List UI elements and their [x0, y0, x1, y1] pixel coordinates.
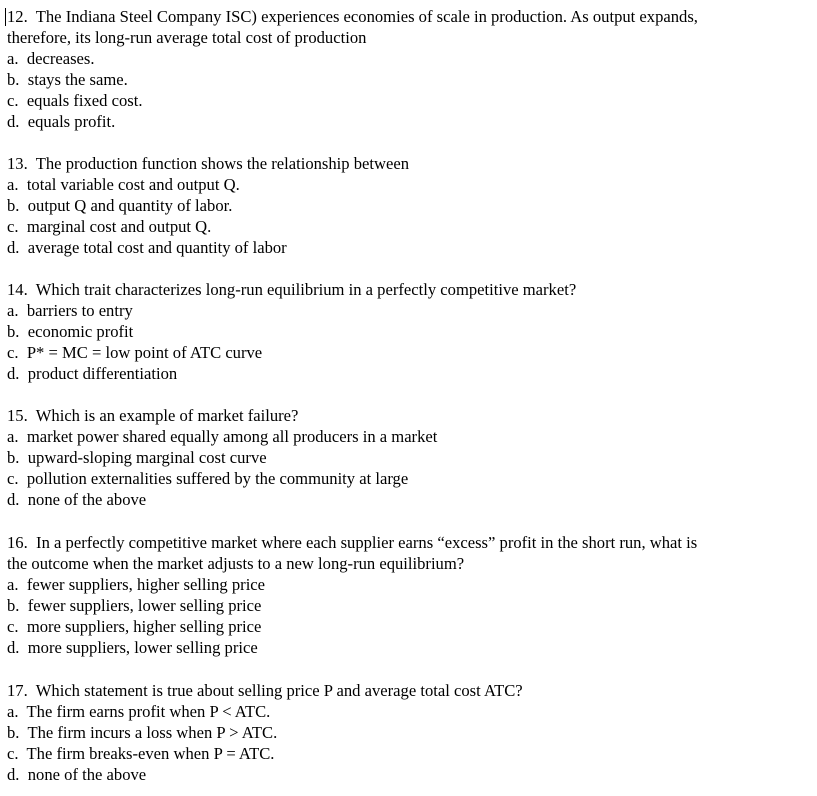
answer-option-b: [7, 595, 812, 616]
question-stem: [7, 532, 812, 553]
stem-text: Which statement is true about selling price P and average total cost ATC?: [35, 681, 523, 700]
stem-text: The production function shows the relationship between: [35, 154, 410, 173]
option-letter: d.: [7, 638, 20, 657]
question-15: [7, 405, 812, 510]
option-letter: a.: [7, 427, 19, 446]
question-14: [7, 279, 812, 384]
option-text: product differentiation: [27, 364, 178, 383]
answer-option-d: [7, 111, 812, 132]
option-letter: b.: [7, 322, 20, 341]
stem-text: Which is an example of market failure?: [35, 406, 299, 425]
option-letter: c.: [7, 744, 19, 763]
option-text: fewer suppliers, lower selling price: [27, 596, 262, 615]
answer-option-d: [7, 489, 812, 510]
option-text: The firm incurs a loss when P > ATC.: [27, 723, 278, 742]
option-letter: c.: [7, 469, 19, 488]
option-text: more suppliers, higher selling price: [26, 617, 262, 636]
answer-option-c: [7, 342, 812, 363]
question-12: [7, 6, 812, 132]
question-stem: [7, 680, 812, 701]
answer-option-a: [7, 701, 812, 722]
option-letter: d.: [7, 364, 20, 383]
question-number: 14.: [7, 280, 28, 299]
option-letter: a.: [7, 575, 19, 594]
answer-option-d: [7, 764, 812, 785]
option-letter: d.: [7, 238, 20, 257]
question-13: [7, 153, 812, 258]
answer-option-d: [7, 637, 812, 658]
question-stem-continued: therefore, its long-run average total cost of production: [7, 28, 367, 47]
answer-option-a: [7, 300, 812, 321]
option-text: upward-sloping marginal cost curve: [27, 448, 267, 467]
question-stem: [7, 279, 812, 300]
blank-line: [7, 258, 812, 279]
question-stem: [7, 6, 812, 27]
blank-line: [7, 658, 812, 680]
option-letter: a.: [7, 49, 19, 68]
option-letter: b.: [7, 70, 20, 89]
option-letter: b.: [7, 448, 20, 467]
question-number: 16.: [7, 533, 28, 552]
option-letter: b.: [7, 596, 20, 615]
option-text: equals fixed cost.: [26, 91, 143, 110]
question-number: 15.: [7, 406, 28, 425]
question-number: 13.: [7, 154, 28, 173]
option-text: none of the above: [27, 490, 147, 509]
question-number: 17.: [7, 681, 28, 700]
option-text: pollution externalities suffered by the community at large: [26, 469, 409, 488]
option-text: fewer suppliers, higher selling price: [26, 575, 266, 594]
option-letter: c.: [7, 91, 19, 110]
option-text: market power shared equally among all producers in a market: [26, 427, 438, 446]
answer-option-b: [7, 195, 812, 216]
option-letter: b.: [7, 196, 20, 215]
option-letter: a.: [7, 301, 19, 320]
answer-option-b: [7, 447, 812, 468]
answer-option-c: [7, 90, 812, 111]
answer-option-c: [7, 468, 812, 489]
option-letter: d.: [7, 112, 20, 131]
answer-option-a: [7, 426, 812, 447]
option-text: economic profit: [27, 322, 134, 341]
answer-option-a: [7, 174, 812, 195]
question-17: [7, 680, 812, 785]
option-letter: c.: [7, 217, 19, 236]
question-number: 12.: [7, 7, 28, 26]
answer-option-d: [7, 237, 812, 258]
option-letter: a.: [7, 175, 19, 194]
blank-line: [7, 510, 812, 532]
answer-option-c: [7, 743, 812, 764]
answer-option-d: [7, 363, 812, 384]
stem-text: Which trait characterizes long-run equilibrium in a perfectly competitive market?: [35, 280, 577, 299]
option-text: decreases.: [26, 49, 95, 68]
text-cursor: [5, 8, 6, 26]
option-text: none of the above: [27, 765, 147, 784]
question-stem: [7, 405, 812, 426]
option-text: The firm breaks-even when P = ATC.: [26, 744, 275, 763]
answer-option-a: [7, 48, 812, 69]
answer-option-a: [7, 574, 812, 595]
option-text: stays the same.: [27, 70, 128, 89]
question-stem: [7, 153, 812, 174]
answer-option-c: [7, 216, 812, 237]
option-text: equals profit.: [27, 112, 116, 131]
option-text: average total cost and quantity of labor: [27, 238, 287, 257]
option-text: P* = MC = low point of ATC curve: [26, 343, 263, 362]
answer-option-b: [7, 321, 812, 342]
question-16: [7, 532, 812, 658]
option-letter: a.: [7, 702, 19, 721]
answer-option-b: [7, 722, 812, 743]
option-text: The firm earns profit when P < ATC.: [26, 702, 271, 721]
option-text: more suppliers, lower selling price: [27, 638, 258, 657]
option-letter: b.: [7, 723, 20, 742]
option-letter: d.: [7, 490, 20, 509]
document-body[interactable]: [7, 6, 812, 785]
option-letter: d.: [7, 765, 20, 784]
blank-line: [7, 384, 812, 405]
option-letter: c.: [7, 617, 19, 636]
option-text: total variable cost and output Q.: [26, 175, 240, 194]
answer-option-b: [7, 69, 812, 90]
option-letter: c.: [7, 343, 19, 362]
answer-option-c: [7, 616, 812, 637]
blank-line: [7, 132, 812, 153]
option-text: barriers to entry: [26, 301, 133, 320]
option-text: output Q and quantity of labor.: [27, 196, 233, 215]
stem-text: The Indiana Steel Company ISC) experiences economies of scale in production. As output expands,: [35, 7, 698, 26]
option-text: marginal cost and output Q.: [26, 217, 212, 236]
question-stem-continued: the outcome when the market adjusts to a new long-run equilibrium?: [7, 554, 465, 573]
stem-text: In a perfectly competitive market where each supplier earns “excess” profit in the short run, what is: [36, 533, 698, 552]
